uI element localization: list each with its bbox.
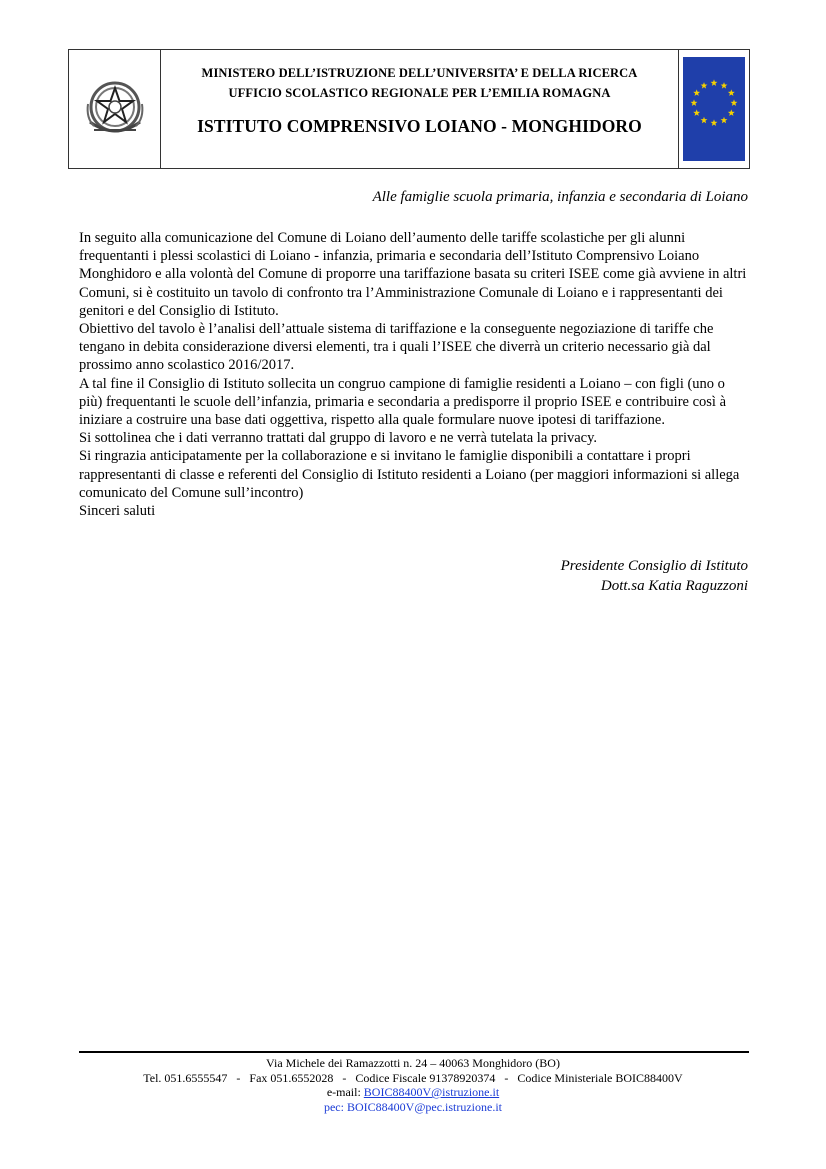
footer	[0, 1056, 826, 1114]
letter-body	[79, 229, 749, 520]
signature-name: Dott.sa Katia Raguzzoni	[600, 578, 748, 594]
signature-block	[561, 556, 748, 596]
footer-address: Via Michele dei Ramazzotti n. 24 – 40063 Monghidoro (BO)	[266, 1056, 560, 1070]
footer-contacts: Tel. 051.6555547 - Fax 051.6552028 - Codice Fiscale 91378920374 - Codice Ministeriale BOIC88400V	[143, 1070, 683, 1085]
signature-role: Presidente Consiglio di Istituto	[560, 558, 748, 574]
pec-label: pec:	[323, 1099, 347, 1114]
letterhead-text	[161, 50, 679, 168]
regional-office-name: UFFICIO SCOLASTICO REGIONALE PER L’EMILIA ROMAGNA	[228, 86, 611, 100]
letterhead	[68, 49, 750, 169]
paragraph-5: Si ringrazia anticipatamente per la collaborazione e si invitano le famiglie disponibili a contattare i propri rappresentanti di classe e referenti del Consiglio di Istituto residenti a Loiano (per maggiori informazioni si allega comunicato del Comune sull’incontro)	[79, 448, 740, 501]
flag-cell	[679, 50, 749, 168]
footer-email-line	[0, 1085, 826, 1100]
eu-flag-icon	[683, 57, 745, 161]
paragraph-1: In seguito alla comunicazione del Comune di Loiano dell’aumento delle tariffe scolastiche per gli alunni frequentanti i plessi scolastici di Loiano - infanzia, primaria e secondaria dell’Istituto Comprensivo Loiano Monghidoro e alla volontà del Comune di proporre una tariffazione basata su criteri ISEE come già avviene in altri Comuni, si è costituito un tavolo di confronto tra l’Amministrazione Comunale di Loiano e i rappresentanti dei genitori e del Consiglio di Istituto.	[79, 230, 747, 319]
paragraph-4: Si sottolinea che i dati verranno trattati dal gruppo di lavoro e ne verrà tutelata la privacy.	[79, 430, 598, 447]
footer-divider	[79, 1051, 749, 1053]
email-label: e-mail:	[326, 1085, 364, 1099]
addressee: Alle famiglie scuola primaria, infanzia e secondaria di Loiano	[372, 189, 748, 205]
closing: Sinceri saluti	[79, 503, 156, 520]
email-link[interactable]: BOIC88400V@istruzione.it	[363, 1085, 500, 1099]
footer-pec-line	[0, 1100, 826, 1115]
emblem-cell	[69, 50, 161, 168]
paragraph-2: Obiettivo del tavolo è l’analisi dell’attuale sistema di tariffazione e la conseguente negoziazione di tariffe che tengano in debita considerazione diversi elementi, tra i quali l’ISEE che diverrà un criterio necessario già dal prossimo anno scolastico 2016/2017.	[79, 321, 714, 374]
pec-address[interactable]: BOIC88400V@pec.istruzione.it	[346, 1099, 503, 1114]
italian-republic-emblem-icon	[80, 74, 150, 144]
ministry-name: MINISTERO DELL’ISTRUZIONE DELL’UNIVERSITA’ E DELLA RICERCA	[201, 66, 638, 80]
paragraph-3: A tal fine il Consiglio di Istituto sollecita un congruo campione di famiglie residenti a Loiano – con figli (uno o più) frequentanti le scuole dell’infanzia, primaria e secondaria a predisporre il proprio ISEE e contribuire così à iniziare a costruire una base dati oggettiva, rispetto alla quale formulare nuove ipotesi di tariffazione.	[79, 375, 727, 429]
school-name: ISTITUTO COMPRENSIVO LOIANO - MONGHIDORO	[197, 116, 642, 136]
